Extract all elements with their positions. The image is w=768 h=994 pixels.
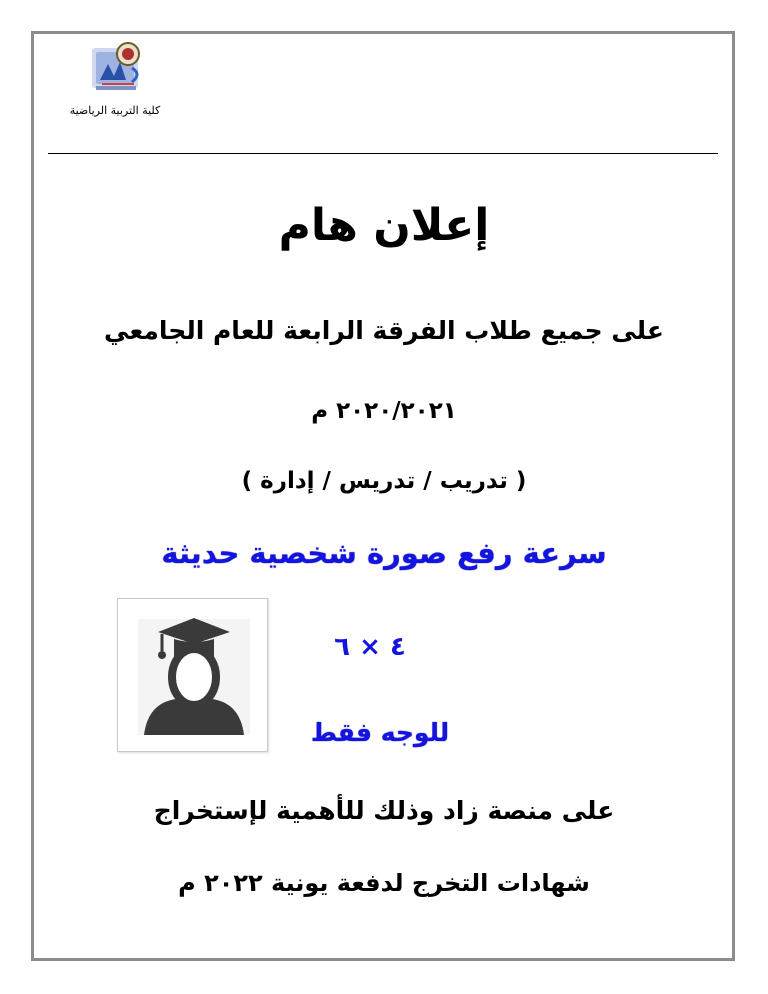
photo-size: ٤ × ٦	[334, 632, 406, 662]
announcement-line-upload-photo: سرعة رفع صورة شخصية حديثة	[161, 536, 607, 570]
header-divider	[48, 153, 718, 154]
college-logo-icon	[86, 40, 150, 96]
photo-placeholder	[117, 598, 268, 752]
graduate-avatar-icon	[118, 599, 267, 751]
announcement-title: إعلان هام	[278, 200, 490, 251]
announcement-line-certificates: شهادات التخرج لدفعة يونية ٢٠٢٢ م	[178, 869, 590, 897]
announcement-line-year: ٢٠٢٠/٢٠٢١ م	[311, 398, 457, 424]
announcement-line-divisions: ( تدريب / تدريس / إدارة )	[241, 468, 527, 494]
announcement-line-students: على جميع طلاب الفرقة الرابعة للعام الجامعي	[104, 316, 664, 345]
college-name: كلية التربية الرياضية	[69, 104, 161, 117]
announcement-line-platform: على منصة زاد وذلك للأهمية لإستخراج	[153, 796, 615, 825]
face-only-note: للوجه فقط	[310, 718, 450, 747]
